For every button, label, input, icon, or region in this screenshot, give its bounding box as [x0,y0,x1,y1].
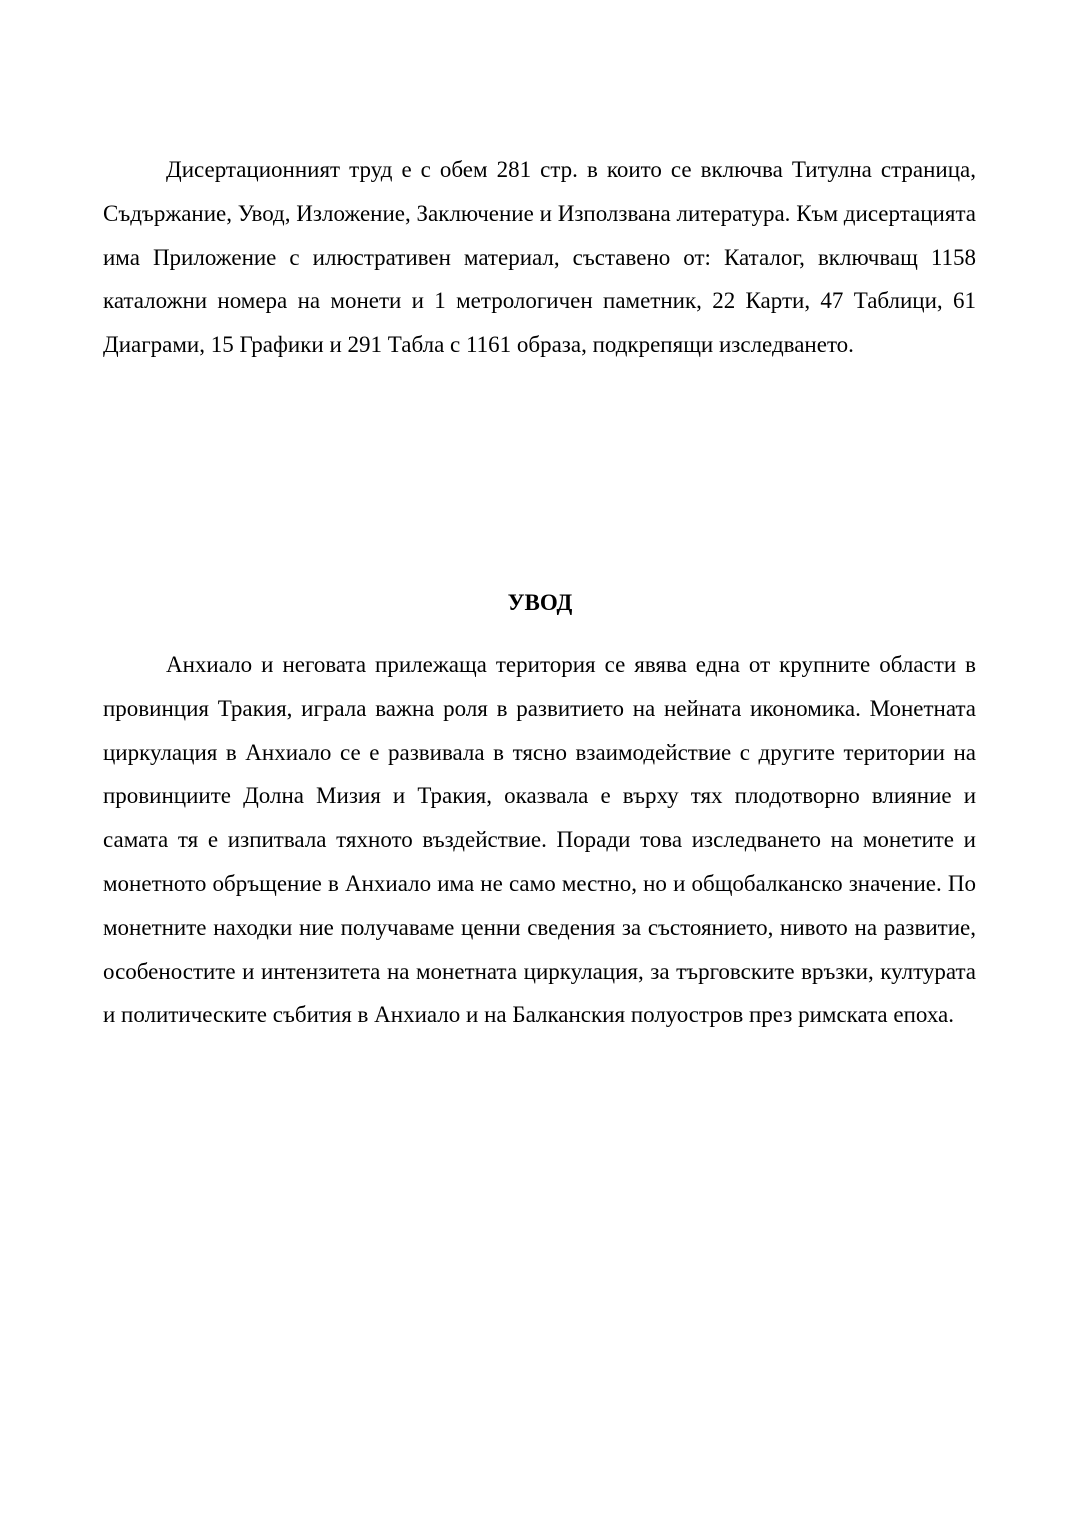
intro-paragraph: Анхиало и неговата прилежаща територия се явява една от крупните области в провинция Тракия, играла важна роля в развитието на нейната икономика. Монетната циркулация в Анхиало се е развивала в тясно взаимодействие с другите територии на провинциите Долна Мизия и Тракия, оказвала е върху тях плодотворно влияние и самата тя е изпитвала тяхното въздействие. Поради това изследването на монетите и монетното обръщение в Анхиало има не само местно, но и общобалканско значение. По монетните находки ние получаваме ценни сведения за състоянието, нивото на развитие, особеностите и интензитета на монетната циркулация, за търговските връзки, културата и политическите събития в Анхиало и на Балканския полуостров през римската епоха. [103,652,976,1028]
summary-paragraph: Дисертационният труд е с обем 281 стр. в които се включва Титулна страница, Съдържание, Увод, Изложение, Заключение и Използвана литература. Към дисертацията има Приложение с илюстративен материал, съставено от: Каталог, включващ 1158 каталожни номера на монети и 1 метрологичен паметник, 22 Карти, 47 Таблици, 61 Диаграми, 15 Графики и 291 Табла с 1161 образа, подкрепящи изследването. [103,157,976,358]
intro-section [103,643,976,1037]
section-heading: УВОД [507,590,573,615]
summary-section [103,148,976,367]
